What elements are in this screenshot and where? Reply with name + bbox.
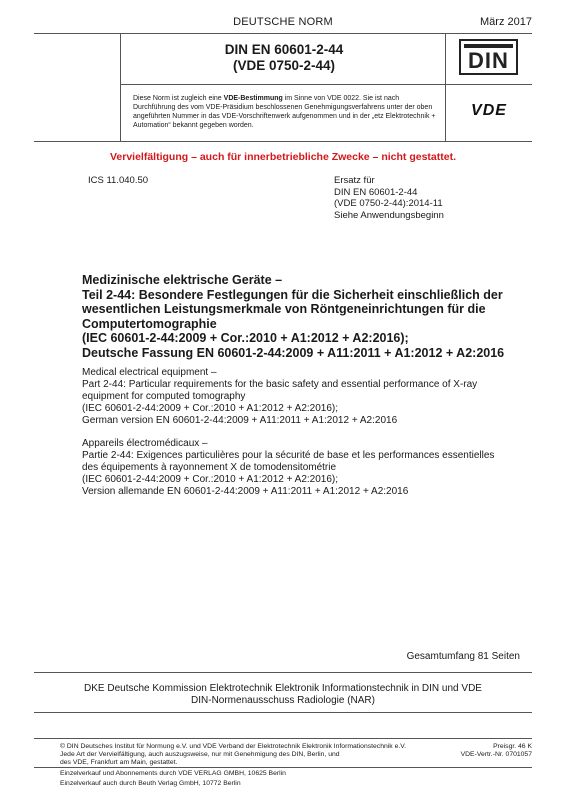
title-german [82, 273, 532, 360]
title-french [82, 438, 532, 498]
replacement-din: DIN EN 60601-2-44 [334, 186, 418, 198]
header-divider [34, 33, 532, 34]
copyright-notice [60, 743, 440, 767]
frame-right-line [445, 33, 446, 141]
title-en-line: Part 2-44: Particular requirements for the basic safety and essential performance of X-ray [82, 379, 478, 390]
top-block-divider [34, 141, 532, 142]
copyright-line: des VDE, Frankfurt am Main, gestattet. [60, 759, 178, 766]
vde-logo: VDE [471, 102, 507, 119]
committee-dke: DKE Deutsche Kommission Elektrotechnik Elektronik Informationstechnik in DIN und VDE [84, 683, 482, 694]
committee-bottom-divider [34, 712, 532, 713]
vde-note [133, 94, 438, 130]
title-de-line: (IEC 60601-2-44:2009 + Cor.:2010 + A1:2012 + A2:2016); [82, 331, 409, 345]
sales-beuth: Einzelverkauf auch durch Beuth Verlag GmbH, 10772 Berlin [60, 780, 241, 787]
standard-number [128, 42, 440, 74]
sales-divider [34, 767, 532, 768]
title-fr-line: Partie 2-44: Exigences particulières pour la sécurité de base et les performances essentielles [82, 450, 495, 461]
committee-top-divider [34, 672, 532, 673]
title-en-line: equipment for computed tomography [82, 391, 246, 402]
total-pages: Gesamtumfang 81 Seiten [406, 651, 520, 662]
copyright-line: © DIN Deutsches Institut für Normung e.V. und VDE Verband der Elektrotechnik Elektronik Informationstechnik e.V. [60, 743, 407, 750]
copyright-line: Jede Art der Vervielfältigung, auch auszugsweise, nur mit Genehmigung des DIN, Berlin, und [60, 751, 340, 758]
title-fr-line: (IEC 60601-2-44:2009 + Cor.:2010 + A1:2012 + A2:2016); [82, 474, 339, 485]
sales-vde: Einzelverkauf und Abonnements durch VDE VERLAG GMBH, 10625 Berlin [60, 770, 286, 777]
title-en-line: (IEC 60601-2-44:2009 + Cor.:2010 + A1:2012 + A2:2016); [82, 403, 339, 414]
title-de-line: Medizinische elektrische Geräte – [82, 273, 283, 287]
vde-note-bold: VDE-Bestimmung [223, 95, 283, 102]
din-logo [459, 39, 518, 75]
vde-note-text-cont: im Sinne von VDE 0022. Sie ist nach Durchführung des vom VDE-Präsidium beschlossenen Genehmigungsverfahrens unter der oben angeführten Nummer in das VDE-Vorschriftenwerk aufgenommen und in der „etz Elektrotechnik + Automation“ bekannt gegeben worden. [133, 95, 436, 129]
publication-date: März 2017 [480, 16, 532, 28]
title-de-line: Computertomographie [82, 316, 217, 331]
committee-nar: DIN-Normenausschuss Radiologie (NAR) [191, 695, 375, 706]
replacement-info [334, 175, 444, 221]
title-fr-line: Appareils électromédicaux – [82, 438, 208, 449]
replacement-note: Siehe Anwendungsbeginn [334, 209, 444, 221]
ics-code: ICS 11.040.50 [88, 175, 149, 186]
footer-divider [34, 738, 532, 739]
title-de-line: Deutsche Fassung EN 60601-2-44:2009 + A11:2011 + A1:2012 + A2:2016 [82, 345, 505, 360]
committee-info [60, 683, 506, 707]
frame-left-line [120, 33, 121, 141]
title-de-line: Teil 2-44: Besondere Festlegungen für die Sicherheit einschließlich der [82, 287, 503, 302]
title-en-line: Medical electrical equipment – [82, 367, 217, 378]
title-fr-line: Version allemande EN 60601-2-44:2009 + A11:2011 + A1:2012 + A2:2016 [82, 486, 409, 497]
title-divider [120, 84, 532, 85]
title-en-line: German version EN 60601-2-44:2009 + A11:2011 + A1:2012 + A2:2016 [82, 415, 398, 426]
title-fr-line: des équipements à rayonnement X de tomodensitométrie [82, 462, 337, 473]
standard-din-number: DIN EN 60601-2-44 [224, 42, 344, 57]
price-info [461, 743, 532, 759]
title-de-line: wesentlichen Leistungsmerkmale von Röntgeneinrichtungen für die [82, 302, 486, 316]
price-group: Preisgr. 46 K [493, 743, 532, 750]
din-logo-text: DIN [468, 48, 509, 73]
replacement-label: Ersatz für [334, 175, 375, 186]
document-type: DEUTSCHE NORM [233, 16, 333, 28]
copy-warning: Vervielfältigung – auch für innerbetriebliche Zwecke – nicht gestattet. [109, 151, 456, 163]
standard-vde-number: (VDE 0750-2-44) [232, 58, 336, 73]
title-english [82, 367, 532, 427]
vde-note-text: Diese Norm ist zugleich eine [133, 95, 224, 102]
replacement-vde: (VDE 0750-2-44):2014-11 [334, 198, 443, 209]
vde-contract-number: VDE-Vertr.-Nr. 0701057 [460, 751, 532, 758]
